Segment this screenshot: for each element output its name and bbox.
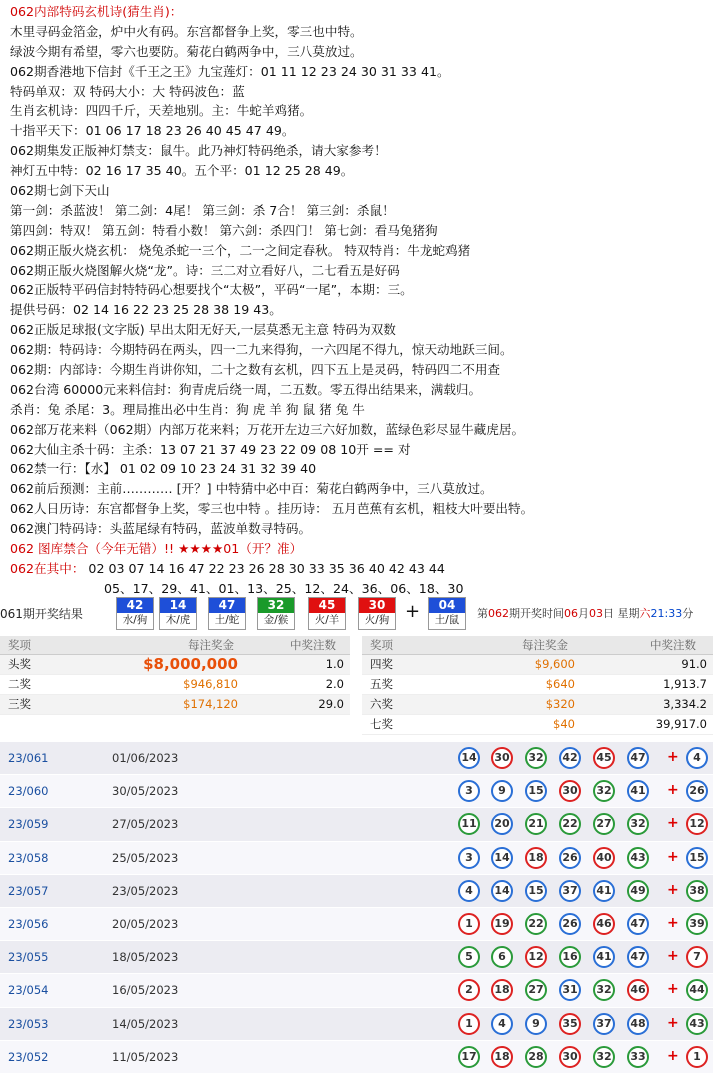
ball-attribute: 水/狗 <box>122 614 148 626</box>
history-ball: 49 <box>627 880 649 902</box>
prize-name: 头奖 <box>8 657 31 671</box>
prize-count: 29.0 <box>318 697 344 711</box>
text-line: 十指平天下：01 06 17 18 23 26 40 45 47 49。 <box>10 123 295 139</box>
ball-number: 04 <box>429 598 465 613</box>
history-ball: 4 <box>491 1013 513 1035</box>
prize-count: 1.0 <box>325 657 344 671</box>
history-row <box>0 941 713 974</box>
text-line: 062澳门特码诗：头蓝尾绿有特码，蓝波单数寻特码。 <box>10 521 312 537</box>
history-special-ball: 39 <box>686 913 708 935</box>
prize-row <box>362 695 713 715</box>
history-ball: 6 <box>491 946 513 968</box>
text-line: 062前后预测：主前………… [开？] 中特猜中必中百：菊花白鹤两争中，三八莫放过。 <box>10 481 493 497</box>
text-line: 062期：内部诗：今期生肖讲你知，二十之数有玄机，四下五上是灵码，特码四二不用查 <box>10 362 501 378</box>
history-period[interactable]: 23/057 <box>8 883 49 898</box>
history-ball: 47 <box>627 913 649 935</box>
history-row <box>0 808 713 841</box>
plus-sign: + <box>667 749 679 765</box>
text-line: 杀肖：兔 杀尾：3。理局推出必中生肖：狗 虎 羊 狗 鼠 猪 兔 牛 <box>10 401 365 417</box>
prize-count: 39,917.0 <box>655 717 707 731</box>
ball-number: 32 <box>258 598 294 613</box>
history-ball: 12 <box>525 946 547 968</box>
prize-table-left: 奖项 每注奖金 中奖注数 头奖 $8,000,000 1.0 二奖 $946,810 2.0 三奖 $174,120 29.0 <box>0 636 350 732</box>
plus-sign: + <box>667 848 679 865</box>
history-ball: 2 <box>458 979 480 1001</box>
history-date: 18/05/2023 <box>112 950 179 965</box>
history-ball: 14 <box>491 880 513 902</box>
ball-number: 42 <box>117 598 153 613</box>
ball-number: 30 <box>359 598 395 613</box>
prize-name: 二奖 <box>8 677 31 691</box>
prize-name: 四奖 <box>370 657 393 671</box>
ball-attribute: 火/羊 <box>314 614 340 626</box>
text-line: 第一剑：杀蓝波！ 第二剑：4尾！ 第三剑：杀 7合！ 第三剑：杀鼠！ <box>10 202 395 218</box>
plus-sign: + <box>667 948 679 965</box>
history-period[interactable]: 23/054 <box>8 983 49 998</box>
history-ball: 11 <box>458 813 480 835</box>
history-special-ball: 38 <box>686 880 708 902</box>
text-line: 062人日历诗：东宫都督争上奖，零三也中特 。挂历诗： 五月芭蕉有玄机，粗枝大叶要出特。 <box>10 501 534 517</box>
history-ball: 16 <box>559 946 581 968</box>
draw-ball <box>257 597 295 630</box>
plus-sign: + <box>667 782 679 799</box>
prize-row <box>0 655 350 675</box>
prediction-text <box>10 2 710 599</box>
history-ball: 26 <box>559 847 581 869</box>
text-line: 062期集发正版神灯禁支：鼠牛。此乃神灯特码绝杀，请大家参考！ <box>10 143 387 159</box>
history-ball: 43 <box>627 847 649 869</box>
history-row <box>0 908 713 941</box>
history-period[interactable]: 23/052 <box>8 1049 49 1064</box>
history-date: 25/05/2023 <box>112 850 179 865</box>
text-line: 062期正版火烧图解火烧“龙”。诗：三二对立看好八，二七看五是好码 <box>10 262 400 278</box>
history-date: 01/06/2023 <box>112 751 179 765</box>
history-row <box>0 974 713 1007</box>
history-ball: 17 <box>458 1046 480 1068</box>
history-period[interactable]: 23/058 <box>8 850 49 865</box>
prize-count: 2.0 <box>325 677 344 691</box>
plus-sign: + <box>405 601 421 622</box>
draw-ball <box>358 597 396 630</box>
prize-amount: $946,810 <box>183 677 238 691</box>
prize-row <box>362 675 713 695</box>
draw-ball <box>208 597 246 630</box>
history-ball: 14 <box>491 847 513 869</box>
history-ball: 28 <box>525 1046 547 1068</box>
ball-attribute: 土/鼠 <box>434 614 460 626</box>
prize-name: 三奖 <box>8 697 31 711</box>
history-ball: 32 <box>525 747 547 769</box>
prize-amount: $640 <box>545 677 575 691</box>
prize-row <box>362 655 713 675</box>
text-line: 062在其中： 02 03 07 14 16 47 22 23 26 28 30 33 35 36 40 42 43 44 <box>10 560 445 576</box>
history-special-ball: 26 <box>686 780 708 802</box>
history-ball: 35 <box>559 1013 581 1035</box>
text-line: 062 图库禁合（今年无错）!! ★★★★01（开？准） <box>10 541 303 557</box>
history-special-ball: 12 <box>686 813 708 835</box>
history-table <box>0 742 713 1074</box>
history-ball: 27 <box>525 979 547 1001</box>
text-line: 062内部特码玄机诗(猜生肖)： <box>10 4 183 19</box>
history-ball: 41 <box>627 780 649 802</box>
history-ball: 41 <box>593 880 615 902</box>
draw-ball <box>116 597 154 630</box>
draw-label: 061期开奖结果 <box>0 607 83 621</box>
text-line: 062大仙主杀十码：主杀：13 07 21 37 49 23 22 09 08 10开 == 对 <box>10 441 411 457</box>
history-ball: 40 <box>593 847 615 869</box>
ball-number: 45 <box>309 598 345 613</box>
text-line: 特码单双：双 特码大小：大 特码波色：蓝 <box>10 83 245 99</box>
history-special-ball: 4 <box>686 747 708 769</box>
history-ball: 3 <box>458 847 480 869</box>
plus-sign: + <box>667 981 679 998</box>
plus-sign: + <box>667 1014 679 1031</box>
prize-amount: $40 <box>553 717 575 731</box>
history-ball: 3 <box>458 780 480 802</box>
history-period[interactable]: 23/056 <box>8 916 49 931</box>
prize-name: 五奖 <box>370 677 393 691</box>
text-line: 神灯五中特：02 16 17 35 40。五个平：01 12 25 28 49。 <box>10 163 354 179</box>
history-special-ball: 43 <box>686 1013 708 1035</box>
history-date: 14/05/2023 <box>112 1016 179 1031</box>
text-line: 062正版特平码信封特特码心想要找个“太极”，平码“一尾”，本期：三。 <box>10 282 413 298</box>
history-ball: 27 <box>593 813 615 835</box>
history-row <box>0 1041 713 1074</box>
history-ball: 48 <box>627 1013 649 1035</box>
prize-count: 3,334.2 <box>663 697 707 711</box>
history-ball: 47 <box>627 946 649 968</box>
history-ball: 45 <box>593 747 615 769</box>
prize-amount: $8,000,000 <box>143 655 238 673</box>
history-special-ball: 44 <box>686 979 708 1001</box>
history-special-ball: 1 <box>686 1046 708 1068</box>
plus-sign: + <box>667 815 679 832</box>
history-date: 23/05/2023 <box>112 883 179 898</box>
text-line: 062台湾 60000元来料信封：狗青虎后绕一周，二五数。零五得出结果来，满载归。 <box>10 381 482 397</box>
history-ball: 41 <box>593 946 615 968</box>
history-ball: 30 <box>491 747 513 769</box>
history-ball: 4 <box>458 880 480 902</box>
plus-sign: + <box>667 881 679 898</box>
history-ball: 15 <box>525 780 547 802</box>
prize-count: 91.0 <box>681 657 707 671</box>
history-ball: 22 <box>559 813 581 835</box>
history-ball: 14 <box>458 747 480 769</box>
text-line: 生肖玄机诗：四四千斤，天差地别。主：牛蛇羊鸡猪。 <box>10 103 313 119</box>
history-special-ball: 15 <box>686 847 708 869</box>
history-ball: 47 <box>627 747 649 769</box>
history-special-ball: 7 <box>686 946 708 968</box>
prize-amount: $9,600 <box>534 657 575 671</box>
history-period[interactable]: 23/053 <box>8 1016 49 1031</box>
text-line: 05、17、29、41、01、13、25、12、24、36、06、18、30 <box>104 580 464 596</box>
text-line: 062部万花来料（062期）内部万花来料；万花开左边三六好加数，蓝绿色彩尽显牛藏虎居。 <box>10 421 525 437</box>
text-line: 提供号码：02 14 16 22 23 25 28 38 19 43。 <box>10 302 282 318</box>
text-line: 第四剑：特双！ 第五剑：特看小数！ 第六剑：杀四门！ 第七剑：看马兔猪狗 <box>10 222 438 238</box>
history-period[interactable]: 23/060 <box>8 784 49 799</box>
history-ball: 32 <box>593 979 615 1001</box>
prize-name: 七奖 <box>370 717 393 731</box>
history-ball: 19 <box>491 913 513 935</box>
prize-table-right: 奖项 每注奖金 中奖注数 四奖 $9,600 91.0 五奖 $640 1,913.7 六奖 $320 3,334.2 七奖 $40 39,917.0 <box>362 636 713 732</box>
text-line: 062禁一行：【水】 01 02 09 10 23 24 31 32 39 40 <box>10 461 317 477</box>
history-date: 11/05/2023 <box>112 1049 179 1064</box>
history-ball: 18 <box>491 1046 513 1068</box>
draw-ball <box>428 597 466 630</box>
history-row <box>0 842 713 875</box>
draw-ball <box>159 597 197 630</box>
prize-row <box>0 675 350 695</box>
history-ball: 1 <box>458 913 480 935</box>
history-ball: 46 <box>593 913 615 935</box>
history-ball: 32 <box>627 813 649 835</box>
history-row <box>0 775 713 808</box>
history-ball: 33 <box>627 1046 649 1068</box>
history-ball: 32 <box>593 1046 615 1068</box>
next-draw-info: 第062期开奖时间06月03日 星期六21:33分 <box>477 607 694 620</box>
history-date: 27/05/2023 <box>112 817 179 832</box>
prize-amount: $174,120 <box>183 697 238 711</box>
plus-sign: + <box>667 914 679 931</box>
history-ball: 32 <box>593 780 615 802</box>
history-row <box>0 742 713 775</box>
draw-result-row <box>0 597 713 629</box>
history-ball: 37 <box>593 1013 615 1035</box>
draw-ball <box>308 597 346 630</box>
text-line: 木里寻码金箔金，炉中火有码。东宫都督争上奖，零三也中特。 <box>10 23 363 39</box>
text-line: 062期七剑下天山 <box>10 183 110 199</box>
prize-row <box>362 715 713 735</box>
history-ball: 26 <box>559 913 581 935</box>
text-line: 062期正版火烧玄机： 烧兔杀蛇一三个，二一之间定春秋。 特双特肖：牛龙蛇鸡猪 <box>10 242 471 258</box>
prize-name: 六奖 <box>370 697 393 711</box>
history-ball: 9 <box>491 780 513 802</box>
history-date: 30/05/2023 <box>112 784 179 799</box>
history-period[interactable]: 23/055 <box>8 950 49 965</box>
history-ball: 31 <box>559 979 581 1001</box>
history-date: 16/05/2023 <box>112 983 179 998</box>
history-ball: 42 <box>559 747 581 769</box>
ball-attribute: 火/狗 <box>364 614 390 626</box>
history-ball: 9 <box>525 1013 547 1035</box>
ball-attribute: 土/蛇 <box>214 614 240 626</box>
history-ball: 5 <box>458 946 480 968</box>
history-row <box>0 1008 713 1041</box>
history-ball: 46 <box>627 979 649 1001</box>
history-row <box>0 875 713 908</box>
history-ball: 22 <box>525 913 547 935</box>
text-line: 062期香港地下信封《千王之王》九宝莲灯：01 11 12 23 24 30 31 33 41。 <box>10 63 450 79</box>
history-ball: 30 <box>559 780 581 802</box>
ball-number: 47 <box>209 598 245 613</box>
history-ball: 30 <box>559 1046 581 1068</box>
text-line: 062期：特码诗：今期特码在两头，四一二九来得狗，一六四尾不得九，惊天动地跃三间。 <box>10 342 513 358</box>
prize-count: 1,913.7 <box>663 677 707 691</box>
history-ball: 15 <box>525 880 547 902</box>
prize-amount: $320 <box>545 697 575 711</box>
history-ball: 18 <box>491 979 513 1001</box>
prize-row <box>0 695 350 715</box>
text-line: 绿波今期有希望，零六也要防。菊花白鹤两争中，三八莫放过。 <box>10 43 363 59</box>
history-period[interactable]: 23/061 <box>8 751 49 765</box>
text-line: 062正版足球报(文字版) 早出太阳无好天,一层莫悉无主意 特码为双数 <box>10 322 396 338</box>
plus-sign: + <box>667 1047 679 1064</box>
ball-attribute: 木/虎 <box>165 614 191 626</box>
history-ball: 18 <box>525 847 547 869</box>
ball-attribute: 金/猴 <box>263 614 289 626</box>
history-period[interactable]: 23/059 <box>8 817 49 832</box>
history-ball: 37 <box>559 880 581 902</box>
history-ball: 1 <box>458 1013 480 1035</box>
history-ball: 20 <box>491 813 513 835</box>
history-date: 20/05/2023 <box>112 916 179 931</box>
history-ball: 21 <box>525 813 547 835</box>
ball-number: 14 <box>160 598 196 613</box>
